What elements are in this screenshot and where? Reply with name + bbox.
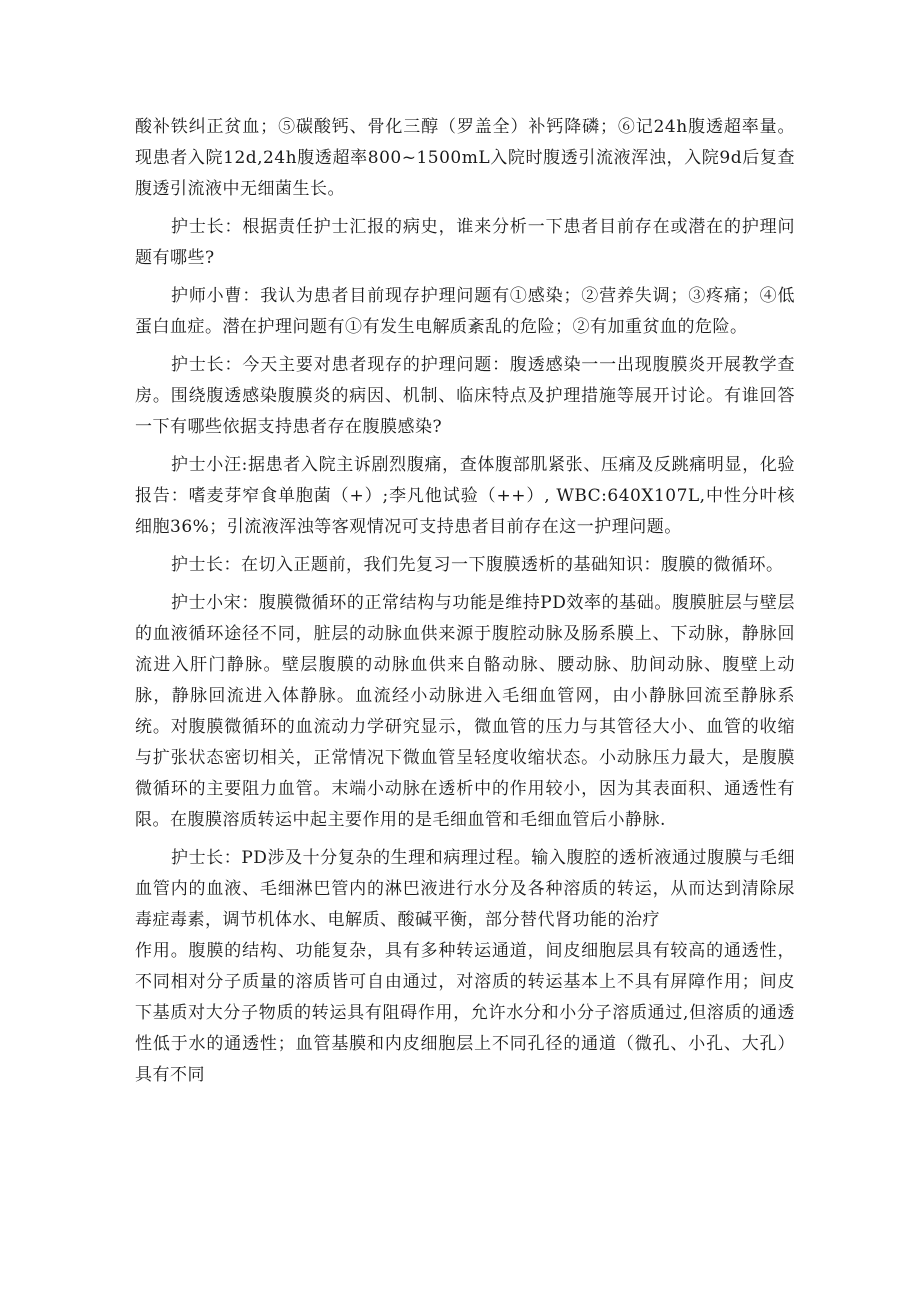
paragraph-nurse-song-answer: 护士小宋：腹膜微循环的正常结构与功能是维持PD效率的基础。腹膜脏层与壁层的血液循环途径不同，脏层的动脉血供来源于腹腔动脉及肠系膜上、下动脉，静脉回流进入肝门静脉。壁层腹膜的动脉血供来自骼动脉、腰动脉、肋间动脉、腹壁上动脉，静脉回流进入体静脉。血流经小动脉进入毛细血管网，由小静脉回流至静脉系统。对腹膜微循环的血流动力学研究显示，微血管的压力与其管径大小、血管的收缩与扩张状态密切相关，正常情况下微血管呈轻度收缩状态。小动脉压力最大，是腹膜微循环的主要阻力血管。末端小动脉在透析中的作用较小，因为其表面积、通透性有限。在腹膜溶质转运中起主要作用的是毛细血管和毛细血管后小静脉.	[135, 593, 795, 830]
paragraph-peritoneum-structure: 作用。腹膜的结构、功能复杂，具有多种转运通道，间皮细胞层具有较高的通透性，不同相对分子质量的溶质皆可自由通过，对溶质的转运基本上不具有屏障作用；间皮下基质对大分子物质的转运具有阻碍作用，允许水分和小分子溶质通过,但溶质的通透性低于水的通透性；血管基膜和内皮细胞层上不同孔径的通道（微孔、小孔、大孔）具有不同	[135, 941, 795, 1085]
paragraph-nurse-wang-answer: 护士小汪:据患者入院主诉剧烈腹痛，查体腹部肌紧张、压痛及反跳痛明显，化验报告：嗜麦芽窄食单胞菌（+）;李凡他试验（++）, WBC:640X107L,中性分叶核细胞36%；引流液浑浊等客观情况可支持患者目前存在这一护理问题。	[135, 455, 795, 537]
paragraph-head-nurse-topic: 护士长：今天主要对患者现存的护理问题：腹透感染一一出现腹膜炎开展教学查房。围绕腹透感染腹膜炎的病因、机制、临床特点及护理措施等展开讨论。有谁回答一下有哪些依据支持患者存在腹膜感染?	[135, 355, 795, 437]
paragraph-head-nurse-question: 护士长：根据责任护士汇报的病史，谁来分析一下患者目前存在或潜在的护理问题有哪些?	[135, 217, 795, 268]
paragraph-treatment-summary: 酸补铁纠正贫血；⑤碳酸钙、骨化三醇（罗盖全）补钙降磷；⑥记24h腹透超率量。现患者入院12d,24h腹透超率800~1500mL入院时腹透引流液浑浊，入院9d后复查腹透引流液中无细菌生长。	[135, 117, 795, 199]
paragraph-head-nurse-review: 护士长：在切入正题前，我们先复习一下腹膜透析的基础知识：腹膜的微循环。	[171, 555, 784, 575]
paragraph-nurse-cao-answer: 护师小曹：我认为患者目前现存护理问题有①感染；②营养失调；③疼痛；④低蛋白血症。潜在护理问题有①有发生电解质紊乱的危险；②有加重贫血的危险。	[135, 286, 795, 337]
paragraph-head-nurse-pd: 护士长：PD涉及十分复杂的生理和病理过程。输入腹腔的透析液通过腹膜与毛细血管内的血液、毛细淋巴管内的淋巴液进行水分及各种溶质的转运，从而达到清除尿毒症毒素，调节机体水、电解质、酸碱平衡，部分替代肾功能的治疗	[135, 848, 795, 930]
document-body	[135, 112, 795, 1098]
